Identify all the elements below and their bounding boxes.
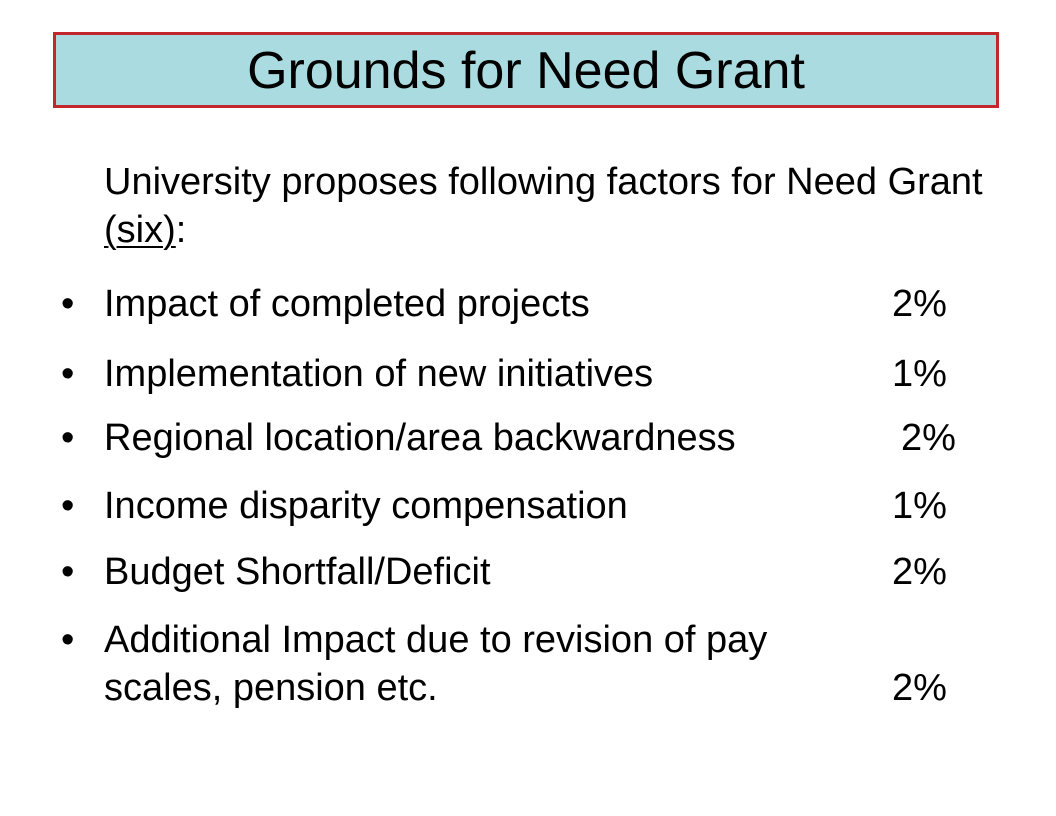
list-item-budget-shortfall (61, 548, 1001, 600)
bullet-icon: • (61, 619, 75, 661)
item-percent: 2% (901, 417, 956, 459)
list-item-regional-backwardness (61, 414, 1001, 466)
list-item-completed-projects (61, 280, 1001, 332)
item-percent: 1% (892, 353, 947, 395)
item-label: Budget Shortfall/Deficit (104, 551, 491, 593)
item-percent: 2% (892, 667, 947, 709)
slide-title: Grounds for Need Grant (247, 42, 805, 100)
item-label: Regional location/area backwardness (104, 417, 736, 459)
item-label: Impact of completed projects (104, 283, 590, 325)
item-percent: 2% (892, 283, 947, 325)
intro-paragraph (104, 158, 984, 254)
item-percent: 1% (892, 485, 947, 527)
intro-text: University proposes following factors for Need Grant (104, 161, 983, 203)
item-label-line1: Additional Impact due to revision of pay (104, 619, 768, 661)
bullet-icon: • (61, 417, 75, 459)
item-percent: 2% (892, 551, 947, 593)
intro-colon: : (175, 209, 187, 251)
bullet-icon: • (61, 485, 75, 527)
list-item-income-disparity (61, 482, 1001, 534)
item-label: Implementation of new initiatives (104, 353, 654, 395)
list-item-pay-revision (61, 616, 1001, 720)
bullet-icon: • (61, 283, 75, 325)
intro-count-underlined: (six) (104, 209, 176, 251)
bullet-icon: • (61, 353, 75, 395)
item-label: Income disparity compensation (104, 485, 628, 527)
list-item-new-initiatives (61, 350, 1001, 402)
item-label-line2: scales, pension etc. (104, 667, 438, 709)
title-banner (53, 32, 999, 108)
bullet-icon: • (61, 551, 75, 593)
